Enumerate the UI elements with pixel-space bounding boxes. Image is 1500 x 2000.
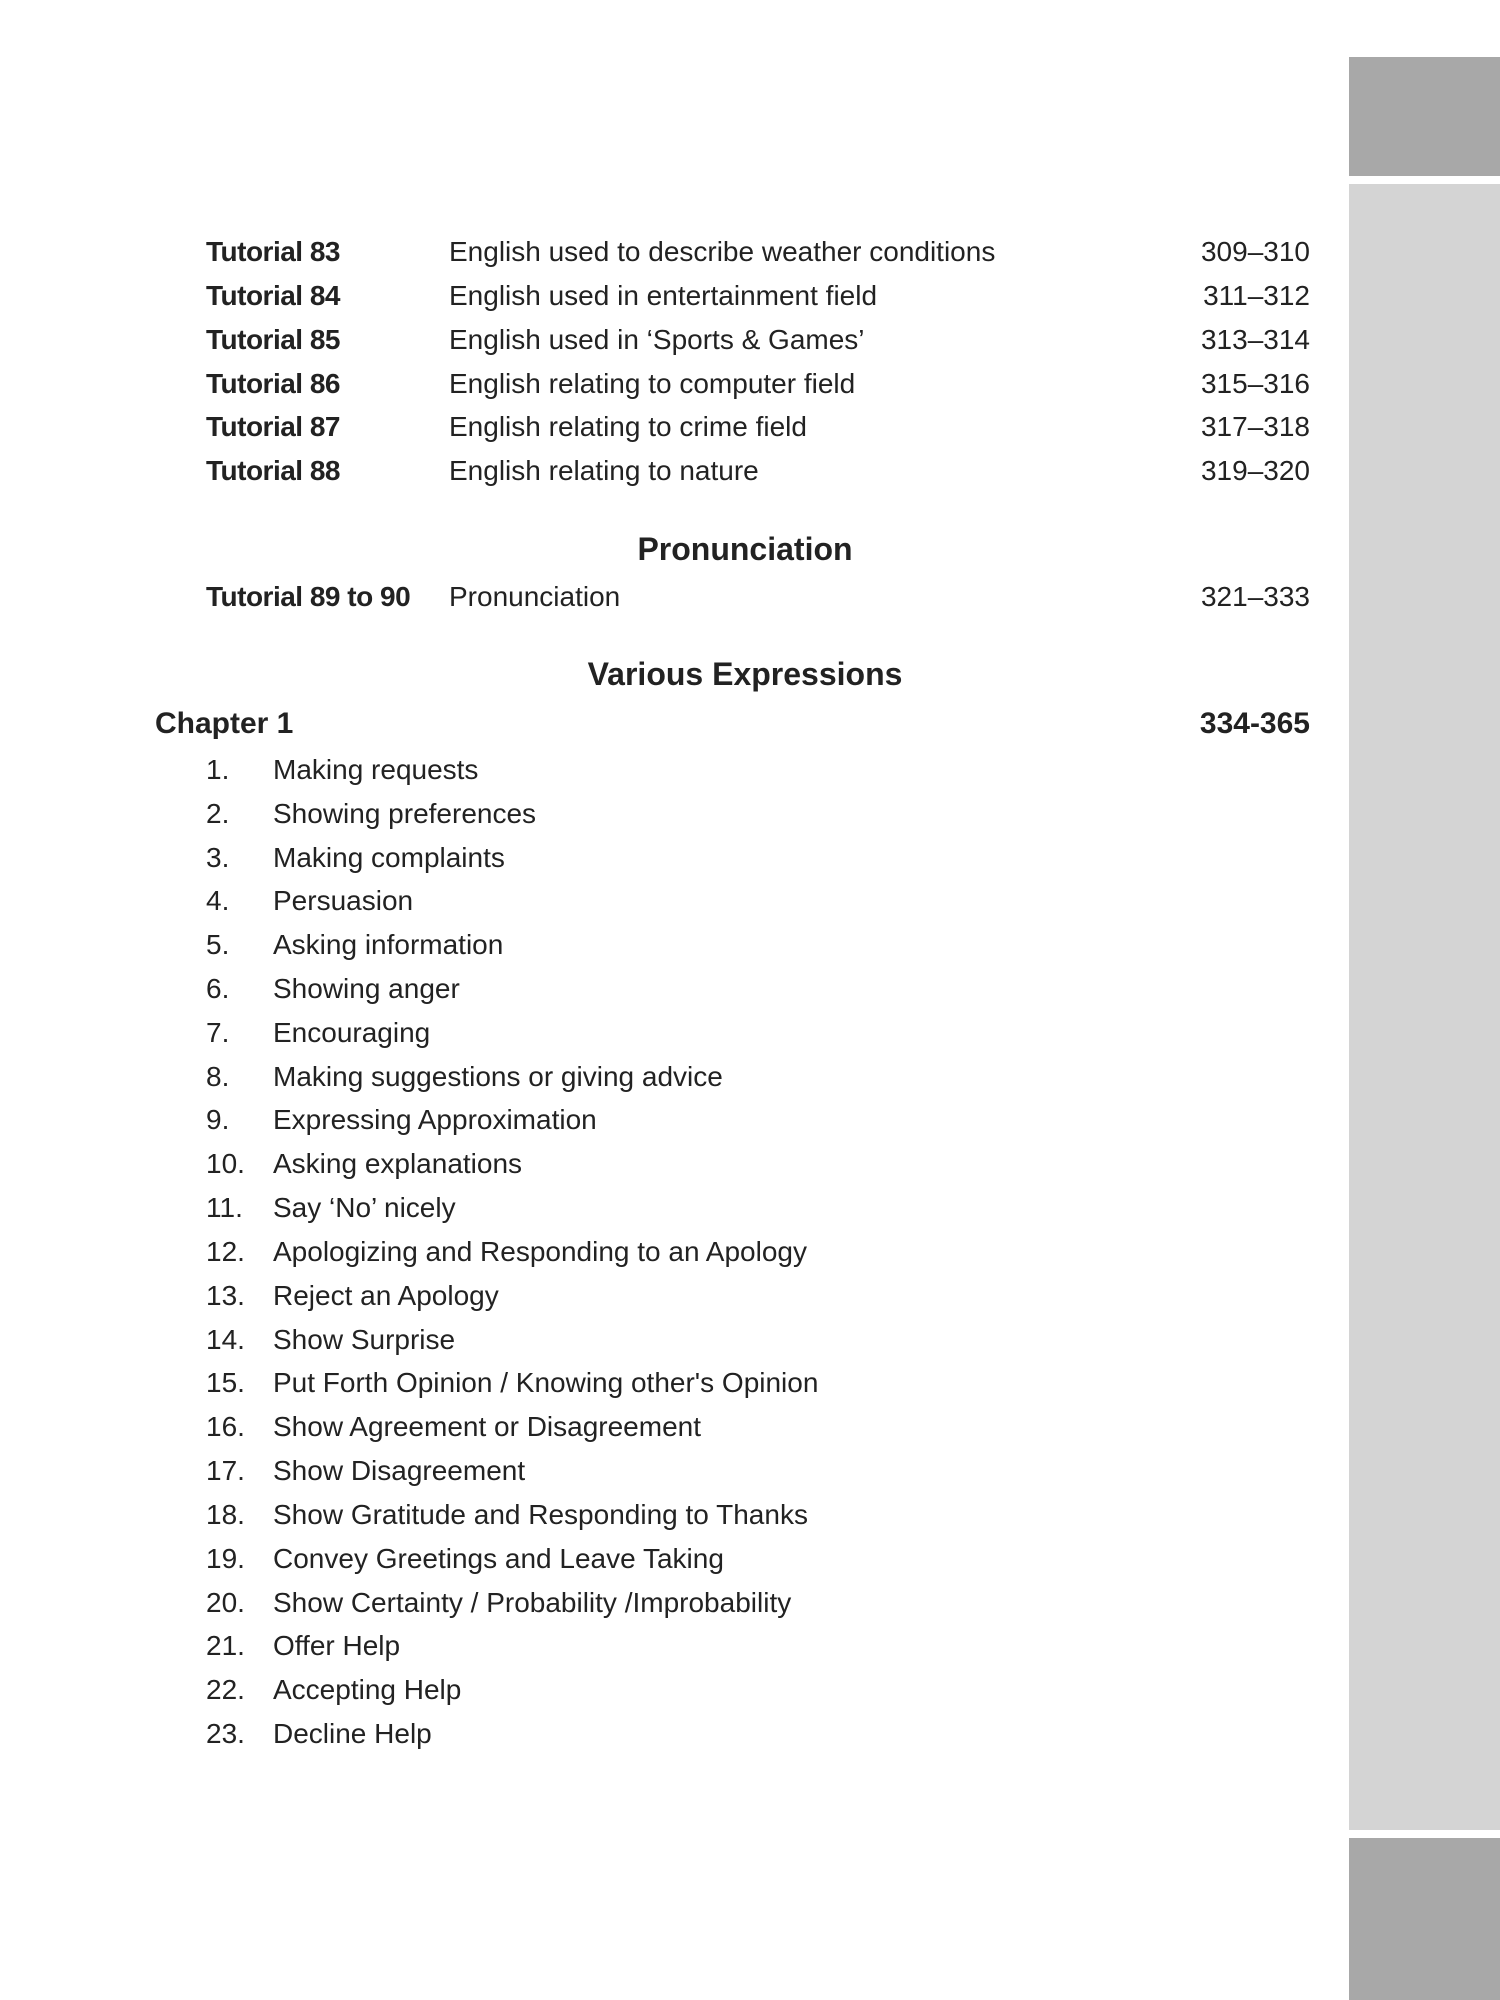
item-number: 6.: [206, 973, 230, 1004]
list-item: [0, 1670, 1320, 1710]
item-number: 11.: [206, 1192, 243, 1223]
toc-row: [0, 276, 1320, 316]
side-tab-top: [1349, 57, 1500, 176]
item-text: Show Disagreement: [273, 1455, 526, 1486]
chapter-label: Chapter 1: [155, 707, 294, 740]
item-text: Put Forth Opinion / Knowing other's Opinion: [273, 1367, 819, 1398]
list-item: [0, 969, 1320, 1009]
item-text: Persuasion: [273, 885, 414, 916]
item-text: Asking information: [273, 929, 504, 960]
tutorial-label: Tutorial 83: [206, 236, 341, 267]
item-number: 15.: [206, 1367, 245, 1398]
item-text: Show Agreement or Disagreement: [273, 1411, 701, 1442]
item-number: 22.: [206, 1674, 245, 1705]
item-number: 5.: [206, 929, 230, 960]
tutorial-title: English used to describe weather conditions: [449, 236, 996, 267]
list-item: [0, 1626, 1320, 1666]
list-item: [0, 1057, 1320, 1097]
tutorial-label: Tutorial 85: [206, 324, 341, 355]
chapter-row: [0, 702, 1320, 746]
page-range: 319–320: [1200, 455, 1310, 486]
page-range: 311–312: [1203, 280, 1310, 311]
item-text: Encouraging: [273, 1017, 431, 1048]
item-text: Making suggestions or giving advice: [273, 1061, 723, 1092]
item-number: 18.: [206, 1499, 245, 1530]
list-item: [0, 1232, 1320, 1272]
item-number: 10.: [206, 1148, 245, 1179]
item-text: Expressing Approximation: [273, 1104, 597, 1135]
list-item: [0, 1013, 1320, 1053]
page-range: 317–318: [1200, 411, 1310, 442]
item-number: 21.: [206, 1630, 245, 1661]
section-heading-expressions: Various Expressions: [587, 656, 903, 692]
toc-row: [0, 364, 1320, 404]
tutorial-title: English relating to computer field: [449, 368, 856, 399]
list-item: [0, 750, 1320, 790]
item-text: Making complaints: [273, 842, 505, 873]
item-text: Reject an Apology: [273, 1280, 499, 1311]
list-item: [0, 1539, 1320, 1579]
item-text: Say ‘No’ nicely: [273, 1192, 456, 1223]
list-item: [0, 925, 1320, 965]
item-number: 12.: [206, 1236, 245, 1267]
item-number: 9.: [206, 1104, 230, 1135]
item-number: 23.: [206, 1718, 245, 1749]
tutorial-title: English relating to nature: [449, 455, 759, 486]
list-item: [0, 1100, 1320, 1140]
item-text: Making requests: [273, 754, 479, 785]
item-number: 17.: [206, 1455, 245, 1486]
item-text: Show Certainty / Probability /Improbability: [273, 1587, 792, 1618]
item-text: Show Surprise: [273, 1324, 456, 1355]
toc-row: [0, 451, 1320, 491]
item-number: 2.: [206, 798, 230, 829]
side-tab-bottom: [1349, 1838, 1500, 2000]
tutorial-label: Tutorial 84: [206, 280, 341, 311]
section-heading-pronunciation: Pronunciation: [637, 531, 853, 567]
tutorial-title: English relating to crime field: [449, 411, 807, 442]
item-number: 4.: [206, 885, 230, 916]
item-text: Showing preferences: [273, 798, 537, 829]
tutorial-label: Tutorial 88: [206, 455, 341, 486]
toc-row: [0, 577, 1320, 617]
item-text: Decline Help: [273, 1718, 432, 1749]
toc-row: [0, 407, 1320, 447]
list-item: [0, 1714, 1320, 1754]
list-item: [0, 1583, 1320, 1623]
tutorial-label: Tutorial 87: [206, 411, 341, 442]
list-item: [0, 1495, 1320, 1535]
chapter-page-range: 334-365: [1199, 707, 1310, 740]
list-item: [0, 1276, 1320, 1316]
list-item: [0, 1144, 1320, 1184]
toc-row: [0, 232, 1320, 272]
page-range: 315–316: [1200, 368, 1310, 399]
item-number: 1.: [206, 754, 230, 785]
item-text: Offer Help: [273, 1630, 401, 1661]
item-number: 7.: [206, 1017, 230, 1048]
item-number: 19.: [206, 1543, 245, 1574]
side-tab-middle: [1349, 184, 1500, 1830]
page-range: 321–333: [1200, 581, 1310, 612]
toc-row: [0, 320, 1320, 360]
list-item: [0, 1320, 1320, 1360]
list-item: [0, 1363, 1320, 1403]
item-text: Showing anger: [273, 973, 460, 1004]
item-text: Convey Greetings and Leave Taking: [273, 1543, 724, 1574]
tutorial-title: English used in entertainment field: [449, 280, 878, 311]
page-range: 313–314: [1200, 324, 1310, 355]
page-range: 309–310: [1200, 236, 1310, 267]
tutorial-title: Pronunciation: [449, 581, 621, 612]
item-number: 8.: [206, 1061, 230, 1092]
item-text: Asking explanations: [273, 1148, 523, 1179]
list-item: [0, 794, 1320, 834]
list-item: [0, 838, 1320, 878]
item-number: 20.: [206, 1587, 245, 1618]
tutorial-label: Tutorial 89 to 90: [206, 581, 411, 612]
item-text: Accepting Help: [273, 1674, 462, 1705]
item-text: Apologizing and Responding to an Apology: [273, 1236, 807, 1267]
list-item: [0, 1407, 1320, 1447]
item-number: 14.: [206, 1324, 245, 1355]
tutorial-title: English used in ‘Sports & Games’: [449, 324, 865, 355]
list-item: [0, 881, 1320, 921]
item-number: 13.: [206, 1280, 245, 1311]
list-item: [0, 1451, 1320, 1491]
item-number: 16.: [206, 1411, 245, 1442]
item-text: Show Gratitude and Responding to Thanks: [273, 1499, 808, 1530]
item-number: 3.: [206, 842, 230, 873]
tutorial-label: Tutorial 86: [206, 368, 341, 399]
list-item: [0, 1188, 1320, 1228]
